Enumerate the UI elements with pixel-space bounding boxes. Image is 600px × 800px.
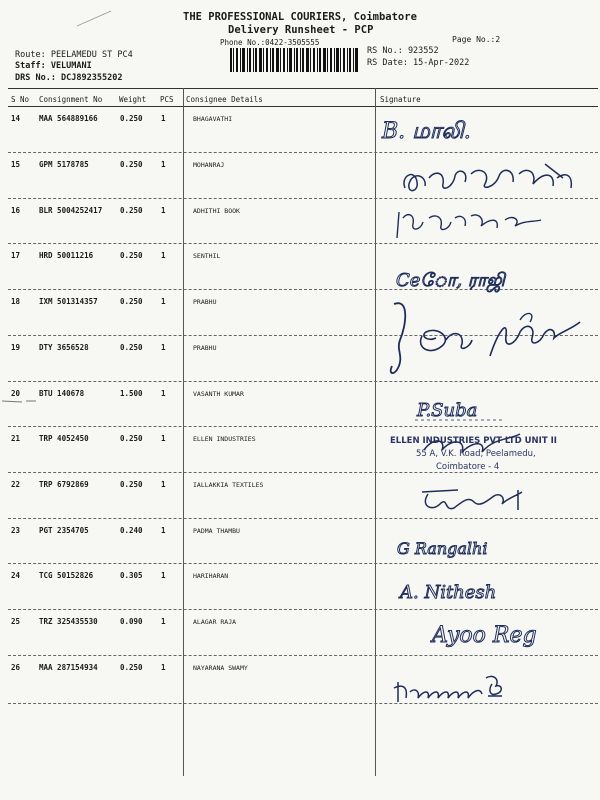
cell-consignee: VASANTH KUMAR bbox=[193, 390, 244, 398]
page-number: Page No.:2 bbox=[452, 35, 501, 44]
signature-row-23 bbox=[395, 532, 545, 564]
signature-row-25 bbox=[430, 614, 570, 654]
cell-consignee: PADMA THAMBU bbox=[193, 527, 240, 535]
stamp-address: 55 A, V.K. Road, Peelamedu, bbox=[416, 449, 536, 459]
col-header-consignee: Consignee Details bbox=[186, 95, 263, 104]
signature-row-26 bbox=[392, 670, 522, 710]
signature-text: G Rangalhi bbox=[397, 539, 488, 558]
stamp-company-name: ELLEN INDUSTRIES PVT LTD UNIT II bbox=[390, 436, 557, 446]
cell-consignee: ALAGAR RAJA bbox=[193, 618, 237, 626]
cell-consignment: TCG 50152826 bbox=[39, 571, 94, 580]
cell-pcs: 1 bbox=[161, 617, 166, 626]
cell-sno: 23 bbox=[11, 526, 21, 535]
cell-weight: 1.500 bbox=[120, 389, 143, 398]
cell-weight: 0.250 bbox=[120, 114, 143, 123]
cell-consignment: HRD 50011216 bbox=[39, 251, 94, 260]
col-header-weight: Weight bbox=[119, 95, 147, 104]
cell-sno: 17 bbox=[11, 251, 21, 260]
cell-pcs: 1 bbox=[161, 343, 166, 352]
cell-consignment: TRZ 325435530 bbox=[39, 617, 98, 626]
cell-consignment: BTU 140678 bbox=[39, 389, 85, 398]
cell-consignee: IALLAKKIA TEXTILES bbox=[193, 481, 264, 489]
cell-pcs: 1 bbox=[161, 480, 166, 489]
cell-sno: 21 bbox=[11, 434, 21, 443]
col-header-pcs: PCS bbox=[160, 95, 174, 104]
cell-pcs: 1 bbox=[161, 389, 166, 398]
cell-weight: 0.240 bbox=[120, 526, 143, 535]
cell-sno: 19 bbox=[11, 343, 21, 352]
drs-number: DRS No.: DCJ892355202 bbox=[15, 73, 123, 83]
col-header-signature: Signature bbox=[380, 95, 421, 104]
cell-weight: 0.250 bbox=[120, 251, 143, 260]
cell-sno: 20 bbox=[11, 389, 21, 398]
cell-consignee: BHAGAVATHI bbox=[193, 115, 233, 123]
cell-consignee: ELLEN INDUSTRIES bbox=[193, 435, 256, 443]
row-divider bbox=[8, 655, 598, 656]
rs-date: RS Date: 15-Apr-2022 bbox=[367, 58, 470, 68]
cell-sno: 18 bbox=[11, 297, 21, 306]
cell-consignee: PRABHU bbox=[193, 344, 217, 352]
cell-consignment: MAA 564889166 bbox=[39, 114, 98, 123]
signature-text: P.Suba bbox=[417, 400, 478, 421]
signature-row-15 bbox=[395, 158, 585, 200]
cell-consignee: PRABHU bbox=[193, 298, 217, 306]
cell-pcs: 1 bbox=[161, 434, 166, 443]
staff-label: Staff: VELUMANI bbox=[15, 61, 92, 71]
cell-consignment: BLR 5004252417 bbox=[39, 206, 103, 215]
signature-row-21 bbox=[420, 430, 530, 458]
cell-pcs: 1 bbox=[161, 526, 166, 535]
cell-consignee: HARIHARAN bbox=[193, 572, 229, 580]
signature-text: Ceோ, ராஜி bbox=[396, 270, 505, 291]
cell-consignee: SENTHIL bbox=[193, 252, 221, 260]
row-divider bbox=[8, 472, 598, 473]
cell-consignment: TRP 6792869 bbox=[39, 480, 89, 489]
col-header-sno: S No bbox=[11, 95, 30, 104]
cell-sno: 26 bbox=[11, 663, 21, 672]
rs-number: RS No.: 923552 bbox=[367, 46, 439, 56]
cell-pcs: 1 bbox=[161, 663, 166, 672]
cell-consignment: PGT 2354705 bbox=[39, 526, 89, 535]
cell-sno: 15 bbox=[11, 160, 21, 169]
cell-weight: 0.250 bbox=[120, 160, 143, 169]
stray-mark bbox=[75, 8, 115, 28]
table-header-rule bbox=[8, 106, 598, 107]
cell-weight: 0.250 bbox=[120, 663, 143, 672]
signature-text: B. மாலி. bbox=[382, 119, 471, 144]
cell-consignment: GPM 5178785 bbox=[39, 160, 89, 169]
cell-consignment: DTY 3656528 bbox=[39, 343, 89, 352]
phone-number: Phone No.:0422-3505555 bbox=[220, 38, 320, 47]
cell-weight: 0.250 bbox=[120, 480, 143, 489]
cell-pcs: 1 bbox=[161, 297, 166, 306]
cell-sno: 14 bbox=[11, 114, 21, 123]
cell-sno: 24 bbox=[11, 571, 21, 580]
row-divider bbox=[8, 518, 598, 519]
row-divider bbox=[8, 152, 598, 153]
stamp-city: Coimbatore - 4 bbox=[436, 462, 500, 472]
cell-weight: 0.250 bbox=[120, 434, 143, 443]
signature-text: Ayoo Reg bbox=[432, 623, 537, 648]
cell-pcs: 1 bbox=[161, 160, 166, 169]
cell-pcs: 1 bbox=[161, 571, 166, 580]
table-top-rule bbox=[8, 88, 598, 89]
document-title: Delivery Runsheet - PCP bbox=[228, 24, 374, 36]
barcode-icon bbox=[230, 48, 358, 72]
cell-weight: 0.250 bbox=[120, 297, 143, 306]
signature-row-20 bbox=[415, 396, 535, 426]
signature-row-16 bbox=[395, 204, 565, 244]
cell-consignee: MOHANRAJ bbox=[193, 161, 225, 169]
cell-consignment: TRP 4052450 bbox=[39, 434, 89, 443]
table-row bbox=[0, 108, 600, 154]
signature-row-14 bbox=[380, 112, 500, 148]
signature-row-17 bbox=[392, 262, 542, 298]
cell-sno: 16 bbox=[11, 206, 21, 215]
cell-sno: 22 bbox=[11, 480, 21, 489]
col-header-consignment: Consignment No bbox=[39, 95, 103, 104]
cell-consignment: IXM 501314357 bbox=[39, 297, 98, 306]
row-divider bbox=[8, 426, 598, 427]
margin-mark bbox=[0, 396, 40, 406]
cell-weight: 0.305 bbox=[120, 571, 143, 580]
cell-weight: 0.250 bbox=[120, 206, 143, 215]
cell-consignee: ADHITHI BOOK bbox=[193, 207, 240, 215]
cell-pcs: 1 bbox=[161, 206, 166, 215]
route-label: Route: PEELAMEDU ST PC4 bbox=[15, 50, 133, 60]
signature-row-18-19 bbox=[380, 296, 590, 386]
cell-consignment: MAA 287154934 bbox=[39, 663, 98, 672]
cell-pcs: 1 bbox=[161, 251, 166, 260]
cell-sno: 25 bbox=[11, 617, 21, 626]
cell-weight: 0.090 bbox=[120, 617, 143, 626]
cell-weight: 0.250 bbox=[120, 343, 143, 352]
cell-consignee: NAYARANA SWAMY bbox=[193, 664, 248, 672]
cell-pcs: 1 bbox=[161, 114, 166, 123]
company-name: THE PROFESSIONAL COURIERS, Coimbatore bbox=[183, 11, 417, 23]
signature-text: A. Nithesh bbox=[400, 582, 497, 603]
signature-row-22 bbox=[418, 482, 538, 518]
signature-row-24 bbox=[398, 574, 548, 610]
